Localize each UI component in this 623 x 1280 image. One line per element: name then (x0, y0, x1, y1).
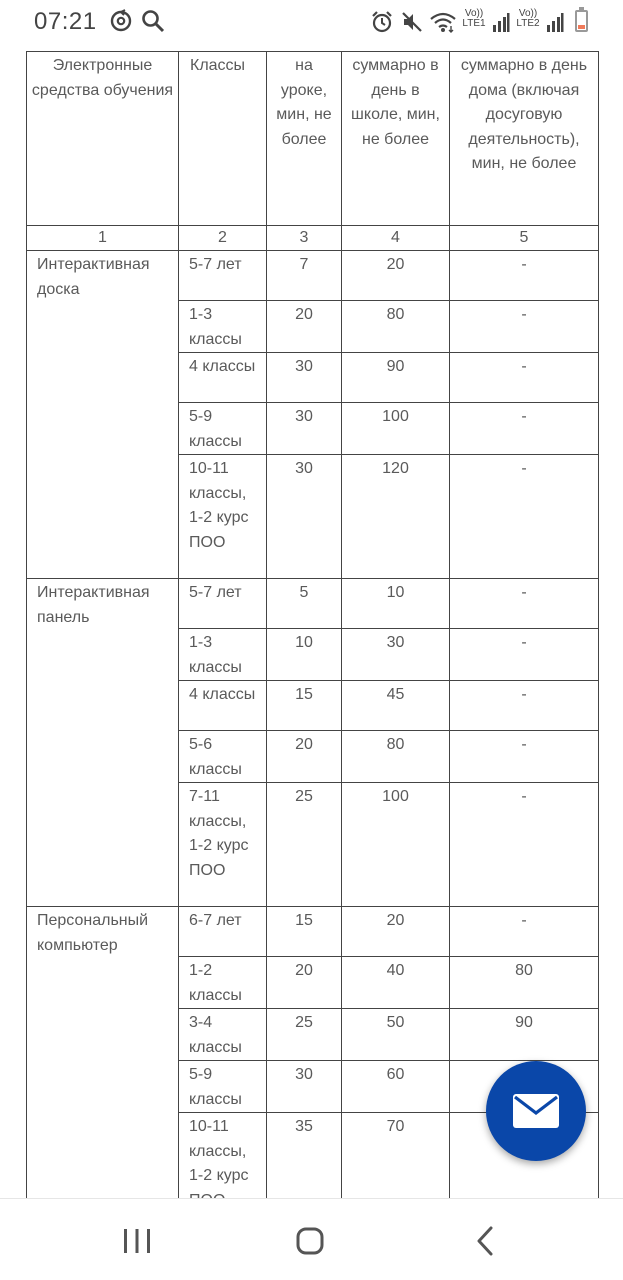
battery-low-icon (575, 10, 588, 32)
header-device: Электронные средства обучения (27, 52, 179, 226)
classes-cell: 1-2 классы (179, 957, 267, 1009)
classes-cell: 6-7 лет (179, 907, 267, 957)
lesson-cell: 25 (267, 1009, 342, 1061)
lesson-cell: 30 (267, 353, 342, 403)
lesson-cell: 5 (267, 579, 342, 629)
classes-cell: 5-6 классы (179, 731, 267, 783)
status-time: 07:21 (34, 8, 97, 35)
school-cell: 20 (342, 251, 450, 301)
lesson-cell: 30 (267, 455, 342, 579)
home-cell: - (450, 907, 599, 957)
classes-cell: 5-7 лет (179, 251, 267, 301)
classes-cell: 5-7 лет (179, 579, 267, 629)
device-cell: Интерактивная панель (27, 579, 179, 907)
classes-cell: 10-11 классы, 1-2 курс (179, 1113, 267, 1237)
classes-cell: 10-11 классы, 1-2 курс ПОО (179, 455, 267, 579)
back-icon[interactable] (466, 1221, 506, 1261)
signal-lte2-icon (546, 9, 564, 35)
home-cell: - (450, 783, 599, 907)
lesson-cell: 20 (267, 301, 342, 353)
home-cell: - (450, 579, 599, 629)
school-cell: 40 (342, 957, 450, 1009)
school-cell: 70 (342, 1113, 450, 1237)
home-cell: 80 (450, 957, 599, 1009)
wifi-icon (429, 9, 457, 35)
home-cell: - (450, 455, 599, 579)
lesson-cell: 30 (267, 1061, 342, 1113)
lesson-cell: 25 (267, 783, 342, 907)
school-cell: 30 (342, 629, 450, 681)
mute-icon (400, 9, 424, 35)
lesson-cell: 7 (267, 251, 342, 301)
school-cell: 45 (342, 681, 450, 731)
device-cell: Интерактивная доска (27, 251, 179, 579)
school-cell: 100 (342, 783, 450, 907)
classes-cell: 5-9 классы (179, 403, 267, 455)
school-cell: 20 (342, 907, 450, 957)
sync-icon (108, 8, 134, 34)
lesson-cell: 15 (267, 907, 342, 957)
lesson-cell: 10 (267, 629, 342, 681)
home-cell: - (450, 629, 599, 681)
alarm-icon (370, 9, 394, 35)
header-school: суммарно в день в школе, мин, не более (342, 52, 450, 226)
screen-time-table-container[interactable] (26, 51, 598, 1198)
school-cell: 10 (342, 579, 450, 629)
sim1-label: Vo)) LTE1 (462, 8, 486, 29)
classes-cell: 4 классы (179, 353, 267, 403)
table-row (27, 579, 599, 629)
header-row (27, 52, 599, 226)
lesson-cell: 15 (267, 681, 342, 731)
school-cell: 50 (342, 1009, 450, 1061)
classes-cell: 5-9 классы (179, 1061, 267, 1113)
lesson-cell: 35 (267, 1113, 342, 1237)
sim2-label: Vo)) LTE2 (516, 8, 540, 29)
school-cell: 80 (342, 301, 450, 353)
column-number: 5 (450, 226, 599, 251)
home-icon[interactable] (290, 1221, 330, 1261)
school-cell: 60 (342, 1061, 450, 1113)
header-classes: Классы (179, 52, 267, 226)
recent-apps-icon[interactable] (117, 1221, 157, 1261)
column-number: 3 (267, 226, 342, 251)
lesson-cell: 30 (267, 403, 342, 455)
status-bar (0, 0, 623, 44)
column-number: 2 (179, 226, 267, 251)
lesson-cell: 20 (267, 731, 342, 783)
home-cell: - (450, 353, 599, 403)
table-row (27, 907, 599, 957)
home-cell: - (450, 301, 599, 353)
home-cell: - (450, 731, 599, 783)
signal-lte1-icon (492, 9, 510, 35)
home-cell: - (450, 251, 599, 301)
mail-fab-button[interactable] (486, 1061, 586, 1161)
school-cell: 80 (342, 731, 450, 783)
numbering-row (27, 226, 599, 251)
classes-cell: 7-11 классы, 1-2 курс ПОО (179, 783, 267, 907)
classes-cell: 1-3 классы (179, 629, 267, 681)
column-number: 4 (342, 226, 450, 251)
table-row (27, 251, 599, 301)
lesson-cell: 20 (267, 957, 342, 1009)
navigation-bar (0, 1198, 623, 1280)
home-cell: 90 (450, 1009, 599, 1061)
screen-time-table (26, 51, 599, 1237)
home-cell: - (450, 681, 599, 731)
column-number: 1 (27, 226, 179, 251)
school-cell: 90 (342, 353, 450, 403)
header-home: суммарно в день дома (включая досуговую деятельность), мин, не более (450, 52, 599, 226)
school-cell: 100 (342, 403, 450, 455)
classes-cell: 1-3 классы (179, 301, 267, 353)
classes-cell: 3-4 классы (179, 1009, 267, 1061)
device-cell: Персональный компьютер (27, 907, 179, 1237)
home-cell: - (450, 403, 599, 455)
header-lesson: на уроке, мин, не более (267, 52, 342, 226)
search-icon (140, 8, 166, 34)
school-cell: 120 (342, 455, 450, 579)
classes-cell: 4 классы (179, 681, 267, 731)
mail-icon (513, 1094, 559, 1128)
